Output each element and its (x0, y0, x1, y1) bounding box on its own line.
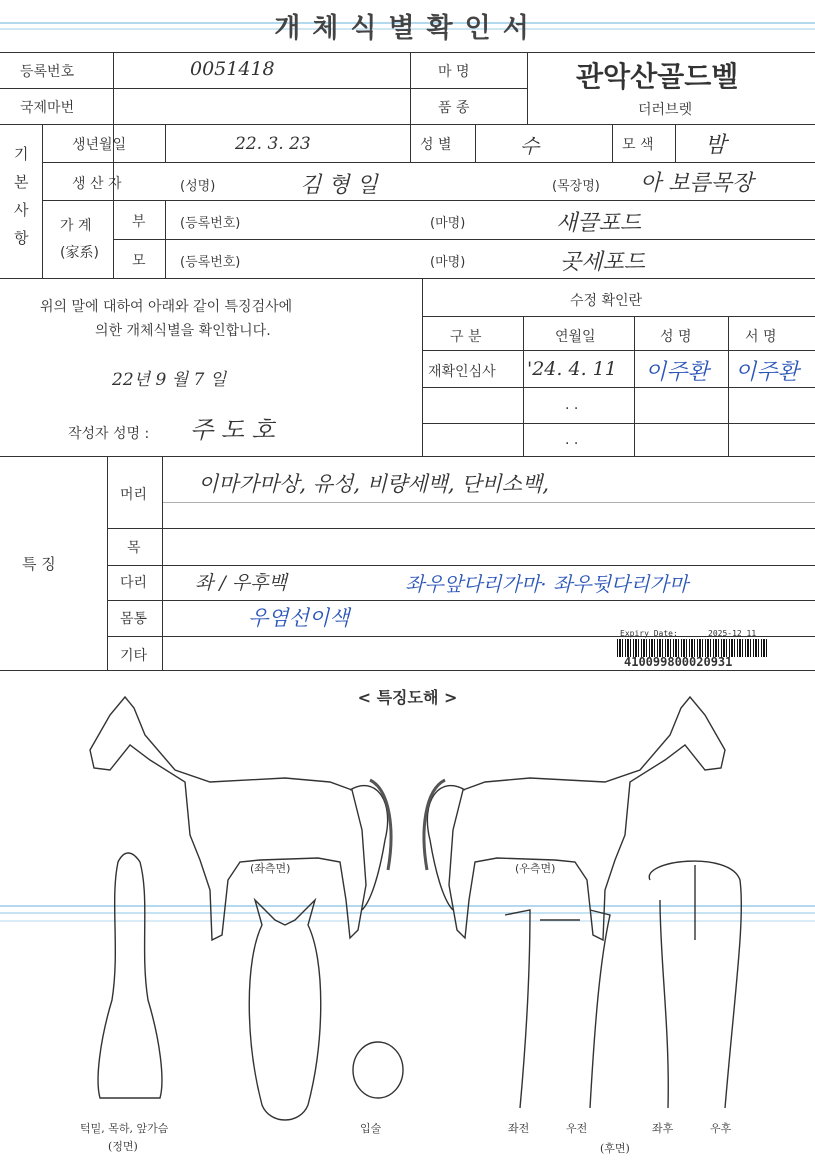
sire-reg-label: (등록번호) (180, 216, 241, 231)
col-sign: 서 명 (745, 329, 777, 345)
col-date: 연월일 (555, 329, 596, 345)
body-value: 우염선이색 (248, 606, 350, 630)
left-view-label: (좌측면) (250, 862, 291, 875)
sire-name-label: (마명) (430, 216, 466, 231)
rear-caption: (후면) (600, 1142, 630, 1155)
sex-label: 성 별 (420, 137, 452, 153)
row1-division: 재확인심사 (428, 364, 496, 380)
reg-no-value: 0051418 (190, 58, 275, 80)
row3-date: . . (565, 432, 579, 448)
leg-value: 좌 / 우후백 (195, 572, 287, 594)
breeder-label: 생 산 자 (72, 176, 122, 192)
face-view-horse (249, 900, 321, 1120)
birth-label: 생년월일 (72, 137, 127, 153)
sire-label: 부 (132, 214, 146, 230)
color-value: 밤 (705, 133, 727, 158)
diagram-heading: < 특징도해 > (357, 688, 458, 707)
right-view-label: (우측면) (515, 862, 556, 875)
expiry-value: 2025-12 11 (708, 629, 757, 638)
col-division: 구 분 (450, 329, 482, 345)
breeder-name-value: 김 형 일 (300, 173, 378, 198)
confirmation-date: 22년 9 월 7 일 (112, 370, 227, 390)
sex-value: 수 (520, 134, 540, 158)
front-legs-view (505, 910, 610, 1108)
breed-label: 품 종 (438, 100, 470, 116)
pedigree-label: 가 계 (60, 218, 92, 234)
neck-label: 목 (127, 540, 141, 556)
expiry-label: Expiry Date: (620, 629, 678, 638)
leg-label: 다리 (120, 575, 148, 591)
left-side-horse (90, 697, 366, 940)
ranch-label: (목장명) (552, 179, 600, 194)
muzzle-view (353, 1042, 403, 1098)
muzzle-caption: 입술 (360, 1122, 382, 1135)
front-view-horse (98, 853, 162, 1098)
basic-section-label: 기본사항 (14, 145, 29, 247)
document-title: 개체식별확인서 (274, 13, 541, 44)
row1-name: 이주환 (645, 360, 709, 385)
leg-extra: 좌우앞다리가마· 좌우뒷다리가마 (405, 572, 689, 596)
statement-line-1: 위의 말에 대하여 아래와 같이 특징검사에 (40, 299, 293, 315)
reg-no-label: 등록번호 (20, 64, 75, 80)
dam-name-label: (마명) (430, 255, 466, 270)
body-label: 몸통 (120, 611, 148, 627)
statement-line-2: 의한 개체식별을 확인합니다. (95, 323, 271, 339)
color-label: 모 색 (622, 137, 654, 153)
horse-name-label: 마 명 (438, 64, 470, 80)
dam-name: 곳세포드 (560, 250, 646, 275)
ranch-value: 아 보름목장 (640, 171, 754, 196)
revision-title: 수정 확인란 (570, 293, 643, 309)
features-section-label: 특 징 (22, 555, 56, 573)
right-side-horse (449, 697, 725, 940)
hind-right-label: 우후 (710, 1122, 732, 1135)
intl-name-label: 국제마번 (20, 100, 75, 116)
dam-reg-label: (등록번호) (180, 255, 241, 270)
row2-date: . . (565, 397, 579, 413)
barcode-number: 410099800020931 (624, 655, 733, 669)
breed-value: 더러브렛 (638, 102, 693, 118)
horse-name-value: 관악산골드벨 (576, 60, 739, 93)
breeder-name-label: (성명) (180, 179, 216, 194)
other-label: 기타 (120, 648, 148, 664)
sire-name: 새끌포드 (556, 211, 642, 236)
front-left-label: 좌전 (508, 1122, 530, 1135)
dam-label: 모 (132, 253, 146, 269)
author-label: 작성자 성명 : (68, 426, 150, 442)
birth-value: 22. 3. 23 (235, 134, 311, 154)
head-label: 머리 (120, 487, 148, 503)
rear-view-horse (649, 861, 741, 1108)
row1-sign: 이주환 (735, 360, 799, 385)
front-right-label: 우전 (566, 1122, 588, 1135)
front-sub-caption: (정면) (108, 1140, 138, 1153)
head-value: 이마가마상, 유성, 비량세백, 단비소백, (198, 472, 550, 496)
front-caption: 턱밑, 목하, 앞가슴 (80, 1122, 169, 1135)
author-signature: 주 도 호 (190, 416, 275, 444)
pedigree-label-hanja: (家系) (60, 245, 99, 261)
row1-date: '24. 4. 11 (527, 358, 617, 380)
col-name: 성 명 (660, 329, 692, 345)
hind-left-label: 좌후 (652, 1122, 674, 1135)
